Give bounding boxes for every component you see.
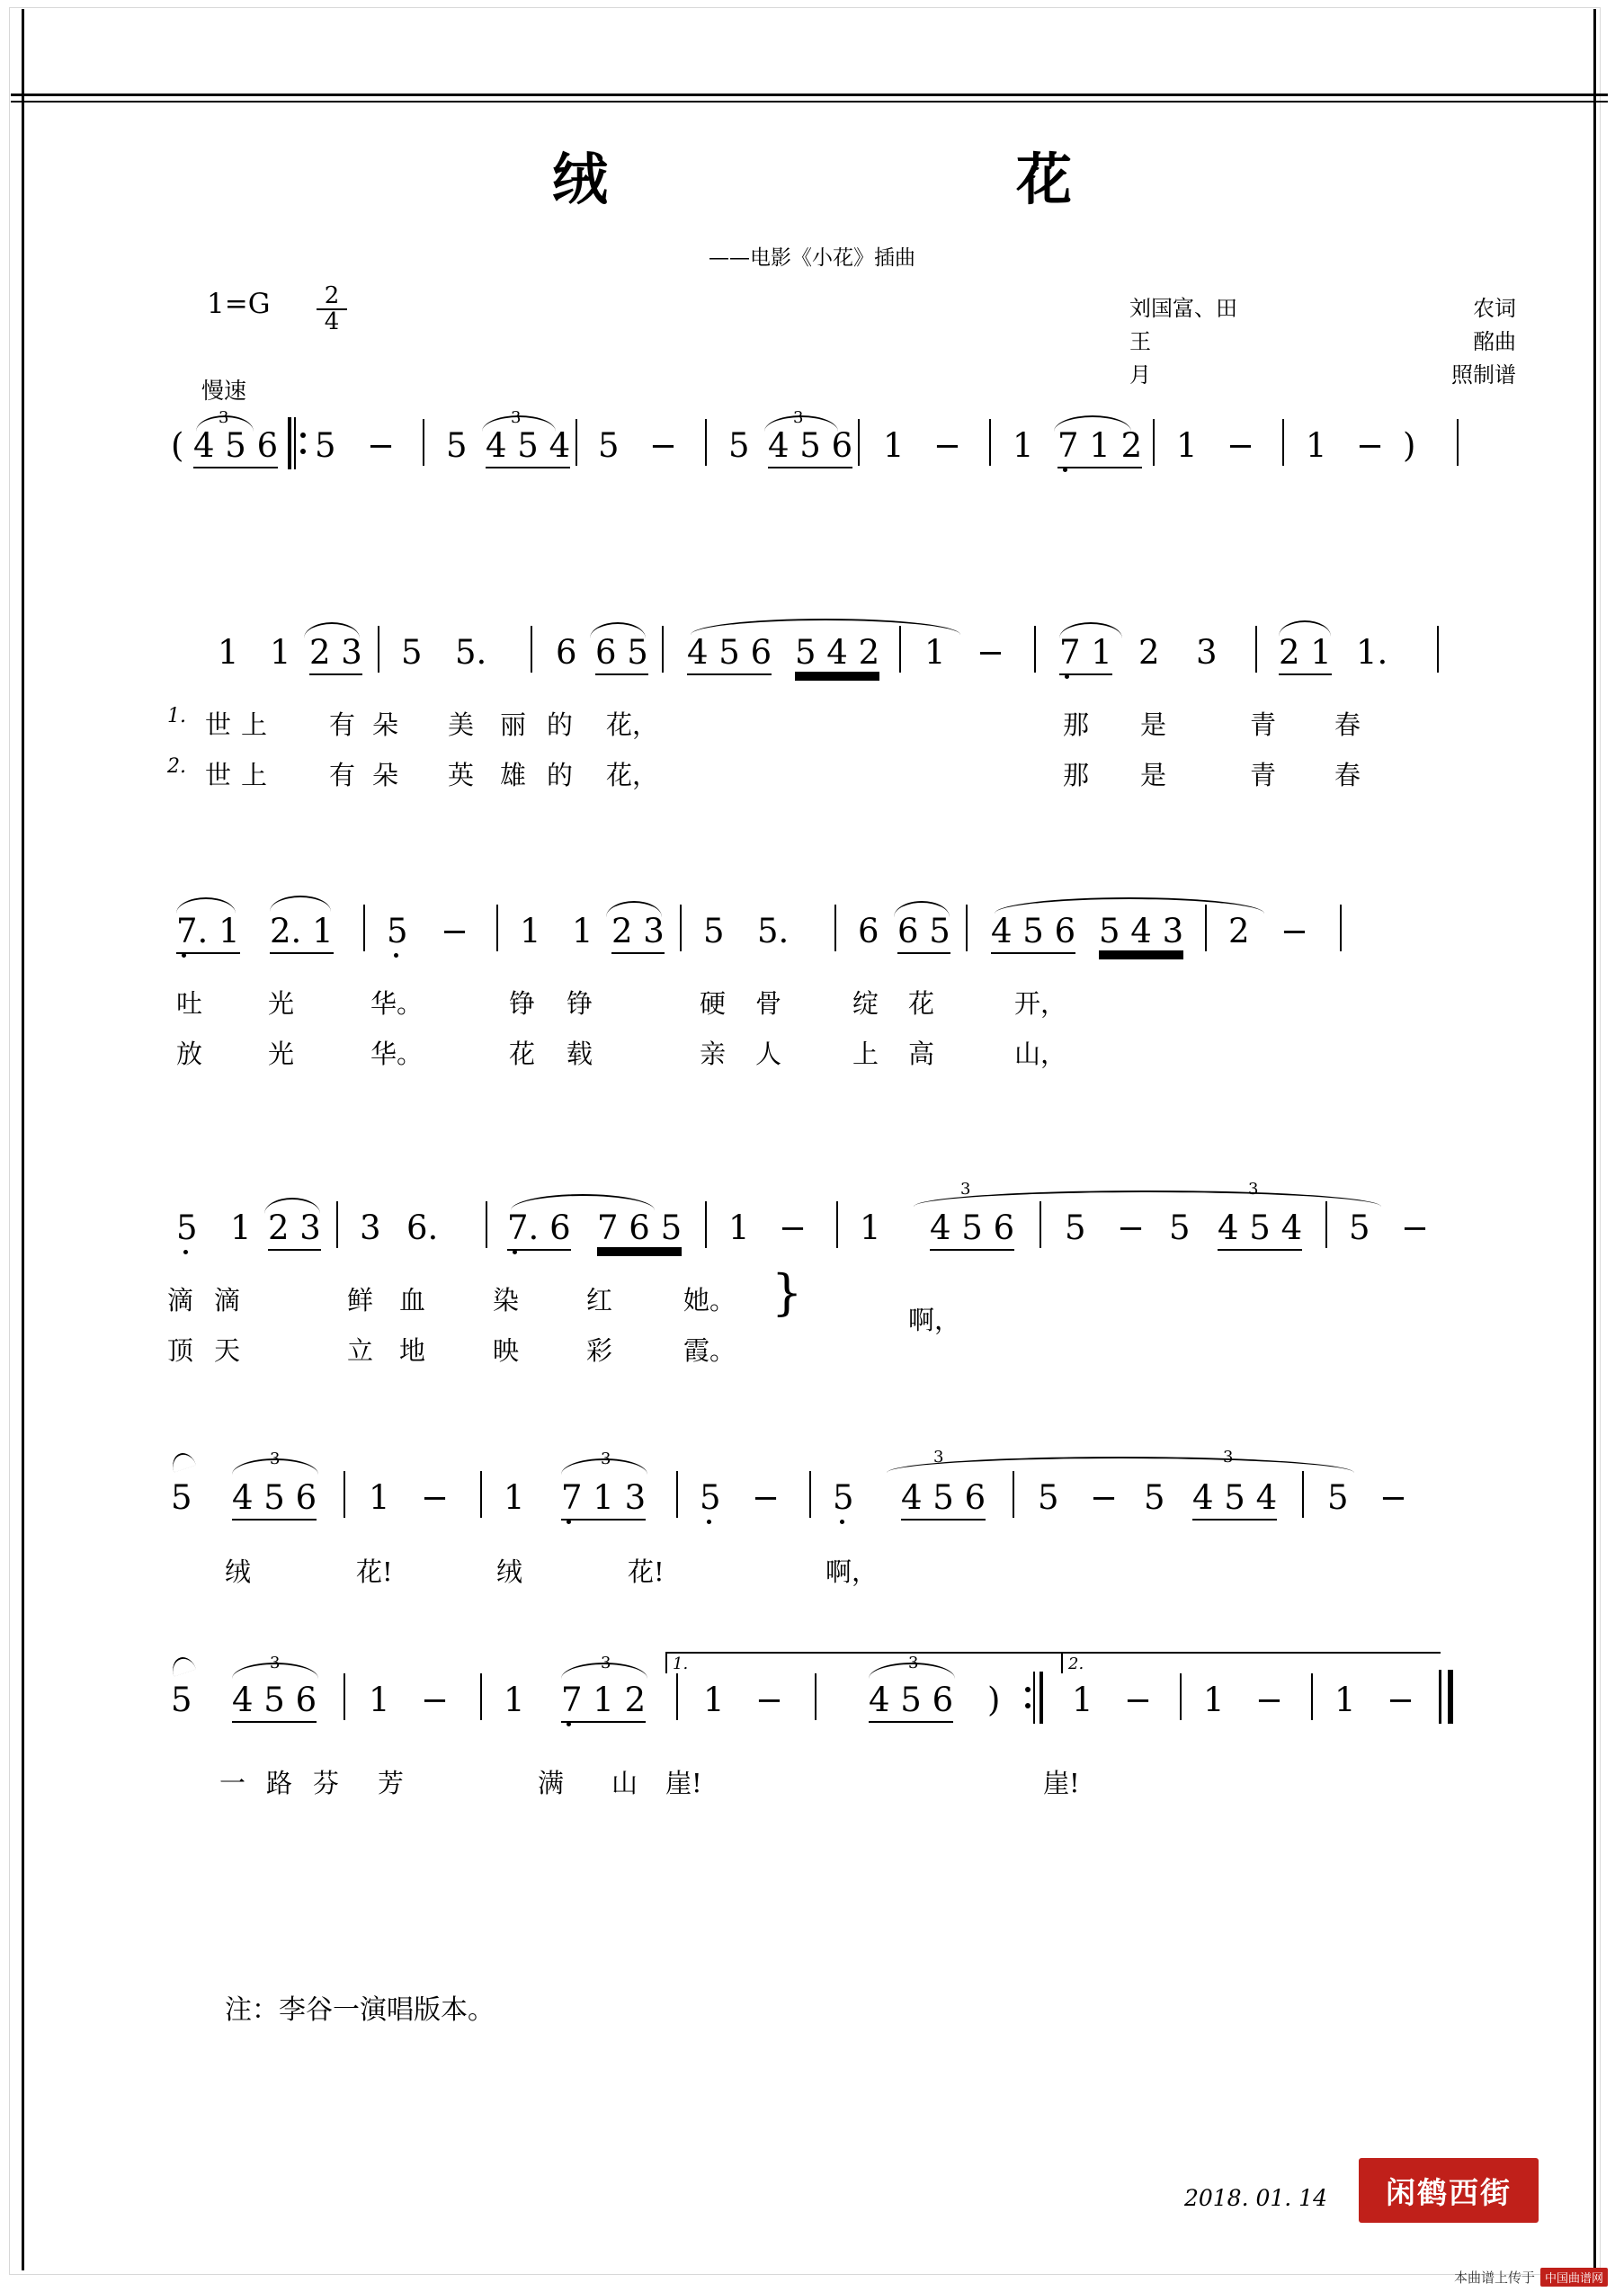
lyric-syllable: 上 bbox=[241, 709, 268, 740]
note: 1 bbox=[924, 633, 946, 672]
lyric-syllable: 开， bbox=[1014, 988, 1067, 1019]
barline bbox=[1325, 1201, 1327, 1248]
note-dotted: 1. bbox=[1356, 633, 1388, 672]
note-group: 4 5 6 bbox=[930, 1208, 1014, 1251]
note: 5 bbox=[1327, 1478, 1349, 1517]
note-group: 2. 1 bbox=[270, 912, 334, 954]
triplet-bracket: 3 bbox=[270, 1449, 281, 1468]
barline bbox=[1437, 626, 1439, 673]
note: 6 bbox=[858, 912, 879, 950]
note: 5 bbox=[387, 912, 408, 950]
note: 5 bbox=[700, 1478, 721, 1517]
lyric-syllable: 立 bbox=[347, 1335, 374, 1366]
credit-right-3: 照制谱 bbox=[1451, 362, 1516, 388]
page-title: 绒 花 bbox=[551, 147, 1171, 212]
lyric-syllable: 花! bbox=[356, 1556, 393, 1587]
note: 3 bbox=[1196, 633, 1218, 672]
lyrics-row-verse1 bbox=[0, 1264, 1624, 1335]
rest-dash: − bbox=[1379, 1478, 1408, 1517]
key-signature: 1=G bbox=[207, 288, 271, 320]
note-group: 2 3 bbox=[309, 633, 362, 675]
lyric-syllable: 绽 bbox=[852, 988, 879, 1019]
note: 5 bbox=[703, 912, 725, 950]
octave-dot-below bbox=[567, 1520, 571, 1524]
lyric-syllable: 华。 bbox=[370, 1039, 424, 1069]
time-signature-denominator: 4 bbox=[324, 308, 340, 336]
barline bbox=[1457, 419, 1459, 466]
note: 1 bbox=[230, 1208, 252, 1247]
note-group: 4 5 4 bbox=[1218, 1208, 1302, 1251]
triplet-bracket: 3 bbox=[601, 1654, 611, 1672]
site-credit bbox=[1454, 2268, 1608, 2287]
left-border-rule bbox=[22, 9, 24, 2270]
lyric-syllable: 春 bbox=[1334, 760, 1361, 790]
rest-dash: − bbox=[441, 912, 469, 950]
barline bbox=[1153, 419, 1155, 466]
note: 1 bbox=[572, 912, 593, 950]
lyric-syllable: 一 bbox=[219, 1768, 246, 1798]
lyric-syllable: 那 bbox=[1063, 709, 1090, 740]
note: 5 bbox=[728, 426, 750, 465]
lyric-syllable: 天 bbox=[214, 1335, 241, 1366]
note: 5 bbox=[176, 1208, 198, 1247]
music-system-6 bbox=[0, 1654, 1624, 1805]
credits-block bbox=[1129, 292, 1516, 393]
lyric-syllable: 铮 bbox=[567, 988, 593, 1019]
lyric-syllable: 人 bbox=[755, 1039, 782, 1069]
credit-left-3: 月 bbox=[1129, 362, 1151, 388]
site-logo: 中国曲谱网 bbox=[1540, 2268, 1608, 2287]
note-group: 6 5 bbox=[897, 912, 950, 954]
rest-dash: − bbox=[367, 426, 396, 465]
octave-dot-below bbox=[1065, 674, 1069, 679]
note-group: 4 5 4 bbox=[486, 426, 570, 468]
lyric-syllable: 花 bbox=[908, 988, 935, 1019]
octave-dot-below bbox=[567, 1722, 571, 1726]
note: 1 bbox=[1013, 426, 1034, 465]
lyrics-row bbox=[0, 1552, 1624, 1593]
note: 2 bbox=[1138, 633, 1160, 672]
triplet-bracket: 3 bbox=[960, 1180, 971, 1199]
lyric-syllable: 美 bbox=[448, 709, 475, 740]
lyrics-row-verse2 bbox=[0, 755, 1624, 797]
rest-dash: − bbox=[1280, 912, 1309, 950]
barline bbox=[531, 626, 532, 673]
barline bbox=[858, 419, 860, 466]
barline bbox=[363, 905, 365, 951]
rest-dash: − bbox=[755, 1681, 784, 1719]
footnote: 注：李谷一演唱版本。 bbox=[225, 1994, 495, 2026]
note-group: 4 5 6 bbox=[991, 912, 1075, 954]
note: 3 bbox=[360, 1208, 381, 1247]
rest-dash: − bbox=[1255, 1681, 1284, 1719]
note: 5 bbox=[315, 426, 336, 465]
top-border-rule-2 bbox=[11, 101, 1608, 103]
lyric-syllable: 春 bbox=[1334, 709, 1361, 740]
verse-number: 1. bbox=[167, 705, 186, 727]
note-group: 7 1 bbox=[1059, 633, 1112, 675]
note: 5 bbox=[1144, 1478, 1165, 1517]
lyric-syllable: 崖! bbox=[1043, 1768, 1080, 1798]
note: 5 bbox=[1065, 1208, 1086, 1247]
lyric-syllable: 朵 bbox=[372, 709, 399, 740]
second-ending-label: 2. bbox=[1068, 1654, 1084, 1673]
credit-left-1: 刘国富、田 bbox=[1129, 296, 1237, 321]
note: 1 bbox=[369, 1478, 390, 1517]
note: 5 bbox=[446, 426, 468, 465]
rest-dash: − bbox=[1124, 1681, 1153, 1719]
first-ending-label: 1. bbox=[673, 1654, 689, 1673]
lyric-syllable: 华。 bbox=[370, 988, 424, 1019]
lyric-syllable: 花， bbox=[606, 709, 659, 740]
lyric-syllable: 芬 bbox=[313, 1768, 340, 1798]
rest-dash: − bbox=[779, 1208, 808, 1247]
notation-row bbox=[0, 1180, 1624, 1262]
barline bbox=[1255, 626, 1257, 673]
note-group: 7 1 2 bbox=[1057, 426, 1142, 468]
barline bbox=[899, 626, 901, 673]
rest-dash: − bbox=[1117, 1208, 1146, 1247]
lyrics-row-verse1 bbox=[0, 705, 1624, 746]
note-group: 5 4 3 bbox=[1099, 912, 1184, 950]
note-group: 6 5 bbox=[595, 633, 648, 675]
notation-row bbox=[0, 1448, 1624, 1532]
triplet-bracket: 3 bbox=[511, 408, 522, 427]
triplet-bracket: 3 bbox=[1248, 1180, 1259, 1199]
triplet-bracket: 3 bbox=[933, 1448, 944, 1467]
octave-dot-below bbox=[840, 1520, 844, 1524]
lyric-syllable: 地 bbox=[399, 1335, 426, 1366]
barline bbox=[344, 1471, 345, 1518]
credit-row bbox=[1129, 326, 1516, 359]
lyric-syllable: 铮 bbox=[509, 988, 536, 1019]
lyric-syllable: 崖! bbox=[665, 1768, 702, 1798]
note-group: 4 5 6 bbox=[232, 1681, 317, 1723]
lyric-syllable: 那 bbox=[1063, 760, 1090, 790]
rest-dash: − bbox=[752, 1478, 781, 1517]
barline bbox=[1205, 905, 1207, 951]
note: 5 bbox=[171, 1478, 192, 1517]
lyric-syllable: 上 bbox=[241, 760, 268, 790]
lyric-syllable: 满 bbox=[538, 1768, 565, 1798]
note-dotted: 6. bbox=[406, 1208, 439, 1247]
lyric-syllable: 的 bbox=[547, 760, 574, 790]
note-group: 4 5 6 bbox=[869, 1681, 953, 1723]
lyric-syllable: 绒 bbox=[225, 1556, 252, 1587]
octave-dot-below bbox=[707, 1520, 711, 1524]
lyric-syllable: 血 bbox=[399, 1285, 426, 1315]
note-group: 4 5 4 bbox=[1192, 1478, 1277, 1521]
triplet-bracket: 3 bbox=[908, 1654, 919, 1672]
note: 5 bbox=[401, 633, 423, 672]
barline bbox=[705, 1201, 707, 1248]
notation-row bbox=[0, 408, 1624, 480]
lyric-syllable: 骨 bbox=[755, 988, 782, 1019]
rest-dash: − bbox=[1090, 1478, 1119, 1517]
second-ending-bracket bbox=[1061, 1652, 1441, 1673]
lyric-syllable: 芳 bbox=[378, 1768, 405, 1798]
note: 1 bbox=[860, 1208, 881, 1247]
rest-dash: − bbox=[1401, 1208, 1430, 1247]
notation-row bbox=[0, 1654, 1624, 1754]
barline bbox=[336, 1201, 338, 1248]
music-system-2 bbox=[0, 620, 1624, 797]
lyric-syllable: 她。 bbox=[683, 1285, 736, 1315]
rest-dash: − bbox=[1227, 426, 1255, 465]
note-group: 2 3 bbox=[611, 912, 665, 954]
note: 1 bbox=[1203, 1681, 1225, 1719]
note: 1 bbox=[1176, 426, 1198, 465]
note: 1 bbox=[883, 426, 905, 465]
lyrics-row-verse2 bbox=[0, 1331, 1624, 1372]
barline bbox=[1340, 905, 1342, 951]
tempo-marking: 慢速 bbox=[201, 378, 247, 404]
credit-row bbox=[1129, 292, 1516, 326]
note: 1 bbox=[520, 912, 541, 950]
time-signature bbox=[317, 284, 347, 335]
notation-row bbox=[0, 899, 1624, 966]
note-group: 2 3 bbox=[268, 1208, 321, 1251]
date-stamp: 2018. 01. 14 bbox=[1183, 2185, 1327, 2211]
lyric-syllable: 红 bbox=[586, 1285, 613, 1315]
rest-dash: − bbox=[1387, 1681, 1415, 1719]
triplet-bracket: 3 bbox=[793, 408, 804, 427]
note-group: 4 5 6 bbox=[687, 633, 772, 675]
lyric-syllable: 是 bbox=[1140, 709, 1167, 740]
note-group: 2 1 bbox=[1279, 633, 1332, 675]
barline bbox=[834, 905, 836, 951]
lyric-syllable: 丽 bbox=[500, 709, 527, 740]
lyric-syllable: 映 bbox=[493, 1335, 520, 1366]
barline bbox=[480, 1673, 482, 1720]
lyrics-row-verse1 bbox=[0, 984, 1624, 1025]
lyric-brace: } bbox=[772, 1264, 803, 1321]
lyric-syllable: 放 bbox=[176, 1039, 203, 1069]
barline bbox=[989, 419, 991, 466]
barline bbox=[1040, 1201, 1041, 1248]
lyric-syllable: 山， bbox=[1014, 1039, 1067, 1069]
note-group: 4 5 6 bbox=[193, 426, 278, 468]
top-border-rule bbox=[11, 94, 1608, 96]
paren-close: ) bbox=[1403, 426, 1416, 465]
lyric-syllable: 吐 bbox=[176, 988, 203, 1019]
note: 6 bbox=[556, 633, 577, 672]
octave-dot-below bbox=[1063, 468, 1067, 472]
barline bbox=[680, 905, 682, 951]
first-ending-bracket bbox=[665, 1652, 1063, 1673]
note: 1 bbox=[504, 1478, 525, 1517]
rest-dash: − bbox=[933, 426, 962, 465]
octave-dot-below bbox=[182, 953, 186, 958]
credit-row bbox=[1129, 359, 1516, 392]
note-group: 4 5 6 bbox=[901, 1478, 986, 1521]
verse-number: 2. bbox=[167, 755, 186, 778]
note: 1 bbox=[270, 633, 291, 672]
lyric-syllable: 花 bbox=[509, 1039, 536, 1069]
lyric-syllable: 世 bbox=[205, 760, 232, 790]
lyric-syllable: 是 bbox=[1140, 760, 1167, 790]
note-group: 7 6 5 bbox=[597, 1208, 683, 1247]
music-system-1 bbox=[0, 408, 1624, 480]
lyric-syllable: 山 bbox=[611, 1768, 638, 1798]
lyric-syllable: 绒 bbox=[496, 1556, 523, 1587]
lyric-syllable: 青 bbox=[1250, 760, 1277, 790]
note: 1 bbox=[1306, 426, 1327, 465]
lyrics-row bbox=[0, 1763, 1624, 1805]
note-group: 4 5 6 bbox=[768, 426, 852, 468]
rest-dash: − bbox=[649, 426, 678, 465]
music-system-5 bbox=[0, 1448, 1624, 1593]
credit-right-2: 酩曲 bbox=[1473, 329, 1516, 355]
lyric-syllable: 世 bbox=[205, 709, 232, 740]
rest-dash: − bbox=[1356, 426, 1385, 465]
note: 5 bbox=[171, 1681, 192, 1719]
note: 5 bbox=[1169, 1208, 1191, 1247]
lyric-syllable: 路 bbox=[266, 1768, 293, 1798]
lyric-syllable: 顶 bbox=[167, 1335, 194, 1366]
note: 5 bbox=[833, 1478, 854, 1517]
rest-dash: − bbox=[421, 1681, 450, 1719]
paren-close: ) bbox=[987, 1681, 1001, 1719]
credit-right-1: 农词 bbox=[1473, 296, 1516, 321]
note-group: 7. 6 bbox=[507, 1208, 571, 1251]
note: 1 bbox=[369, 1681, 390, 1719]
lyric-syllable: 载 bbox=[567, 1039, 593, 1069]
lyric-syllable: 花， bbox=[606, 760, 659, 790]
barline bbox=[480, 1471, 482, 1518]
paren-open: ( bbox=[171, 426, 184, 465]
barline bbox=[486, 1201, 487, 1248]
barline bbox=[676, 1471, 678, 1518]
rest-dash: − bbox=[977, 633, 1005, 672]
note: 1 bbox=[504, 1681, 525, 1719]
barline bbox=[378, 626, 379, 673]
note: 1 bbox=[703, 1681, 725, 1719]
note-group: 4 5 6 bbox=[232, 1478, 317, 1521]
lyric-syllable: 硬 bbox=[700, 988, 727, 1019]
note: 1 bbox=[1334, 1681, 1356, 1719]
note-group: 7 1 3 bbox=[561, 1478, 646, 1521]
note: 2 bbox=[1228, 912, 1250, 950]
lyric-syllable: 彩 bbox=[586, 1335, 613, 1366]
lyric-syllable: 滴 bbox=[167, 1285, 194, 1315]
triplet-bracket: 3 bbox=[270, 1654, 281, 1672]
lyric-syllable: 有 bbox=[329, 760, 356, 790]
note: 5 bbox=[598, 426, 620, 465]
barline bbox=[1013, 1471, 1014, 1518]
lyric-syllable: 滴 bbox=[214, 1285, 241, 1315]
lyric-syllable: 啊， bbox=[825, 1556, 879, 1587]
barline bbox=[815, 1673, 816, 1720]
barline bbox=[1311, 1673, 1313, 1720]
music-system-4 bbox=[0, 1180, 1624, 1372]
barline bbox=[809, 1471, 811, 1518]
triplet-bracket: 3 bbox=[1223, 1448, 1234, 1467]
lyric-syllable: 鲜 bbox=[347, 1285, 374, 1315]
barline bbox=[1180, 1673, 1182, 1720]
time-signature-numerator: 2 bbox=[317, 284, 347, 310]
lyric-syllable: 的 bbox=[547, 709, 574, 740]
barline bbox=[705, 419, 707, 466]
final-barline-thin bbox=[1439, 1670, 1441, 1724]
barline bbox=[662, 626, 664, 673]
note-group: 7 1 2 bbox=[561, 1681, 646, 1723]
lyric-syllable: 青 bbox=[1250, 709, 1277, 740]
barline bbox=[1302, 1471, 1304, 1518]
barline bbox=[1034, 626, 1036, 673]
lyric-syllable: 上 bbox=[852, 1039, 879, 1069]
note-dotted: 5. bbox=[455, 633, 487, 672]
lyric-syllable: 有 bbox=[329, 709, 356, 740]
note: 1 bbox=[218, 633, 239, 672]
music-system-3 bbox=[0, 899, 1624, 1075]
octave-dot-below bbox=[513, 1250, 517, 1254]
barline bbox=[344, 1673, 345, 1720]
note-group: 7. 1 bbox=[176, 912, 240, 954]
barline bbox=[966, 905, 968, 951]
lyric-syllable: 雄 bbox=[500, 760, 527, 790]
barline bbox=[496, 905, 498, 951]
barline bbox=[676, 1673, 678, 1720]
note-group: 5 4 2 bbox=[795, 633, 880, 672]
credit-left-2: 王 bbox=[1129, 329, 1151, 355]
lyric-syllable: 高 bbox=[908, 1039, 935, 1069]
lyrics-row-verse2 bbox=[0, 1034, 1624, 1075]
right-border-rule bbox=[1593, 9, 1596, 2270]
triplet-bracket: 3 bbox=[219, 408, 229, 427]
barline bbox=[576, 419, 577, 466]
note: 1 bbox=[1072, 1681, 1093, 1719]
lyric-syllable: 染 bbox=[493, 1285, 520, 1315]
note: 1 bbox=[728, 1208, 750, 1247]
seal-stamp: 闲鹤西街 bbox=[1359, 2158, 1539, 2223]
barline bbox=[836, 1201, 838, 1248]
triplet-bracket: 3 bbox=[601, 1449, 611, 1468]
lyric-syllable: 英 bbox=[448, 760, 475, 790]
octave-dot-below bbox=[183, 1250, 188, 1254]
barline bbox=[1282, 419, 1284, 466]
note: 5 bbox=[1349, 1208, 1370, 1247]
lyric-syllable: 朵 bbox=[372, 760, 399, 790]
notation-row bbox=[0, 620, 1624, 687]
lyric-syllable-ah: 啊， bbox=[908, 1305, 961, 1335]
rest-dash: − bbox=[421, 1478, 450, 1517]
lyric-syllable: 亲 bbox=[700, 1039, 727, 1069]
final-barline-thick bbox=[1448, 1670, 1453, 1724]
note: 5 bbox=[1038, 1478, 1059, 1517]
site-credit-text: 本曲谱上传于 bbox=[1453, 2270, 1535, 2286]
page-subtitle: ——电影《小花》插曲 bbox=[709, 246, 915, 270]
note-dotted: 5. bbox=[757, 912, 790, 950]
lyric-syllable: 光 bbox=[268, 988, 295, 1019]
octave-dot-below bbox=[394, 953, 398, 958]
lyric-syllable: 花! bbox=[628, 1556, 665, 1587]
barline bbox=[423, 419, 424, 466]
lyric-syllable: 霞。 bbox=[683, 1335, 736, 1366]
lyric-syllable: 光 bbox=[268, 1039, 295, 1069]
